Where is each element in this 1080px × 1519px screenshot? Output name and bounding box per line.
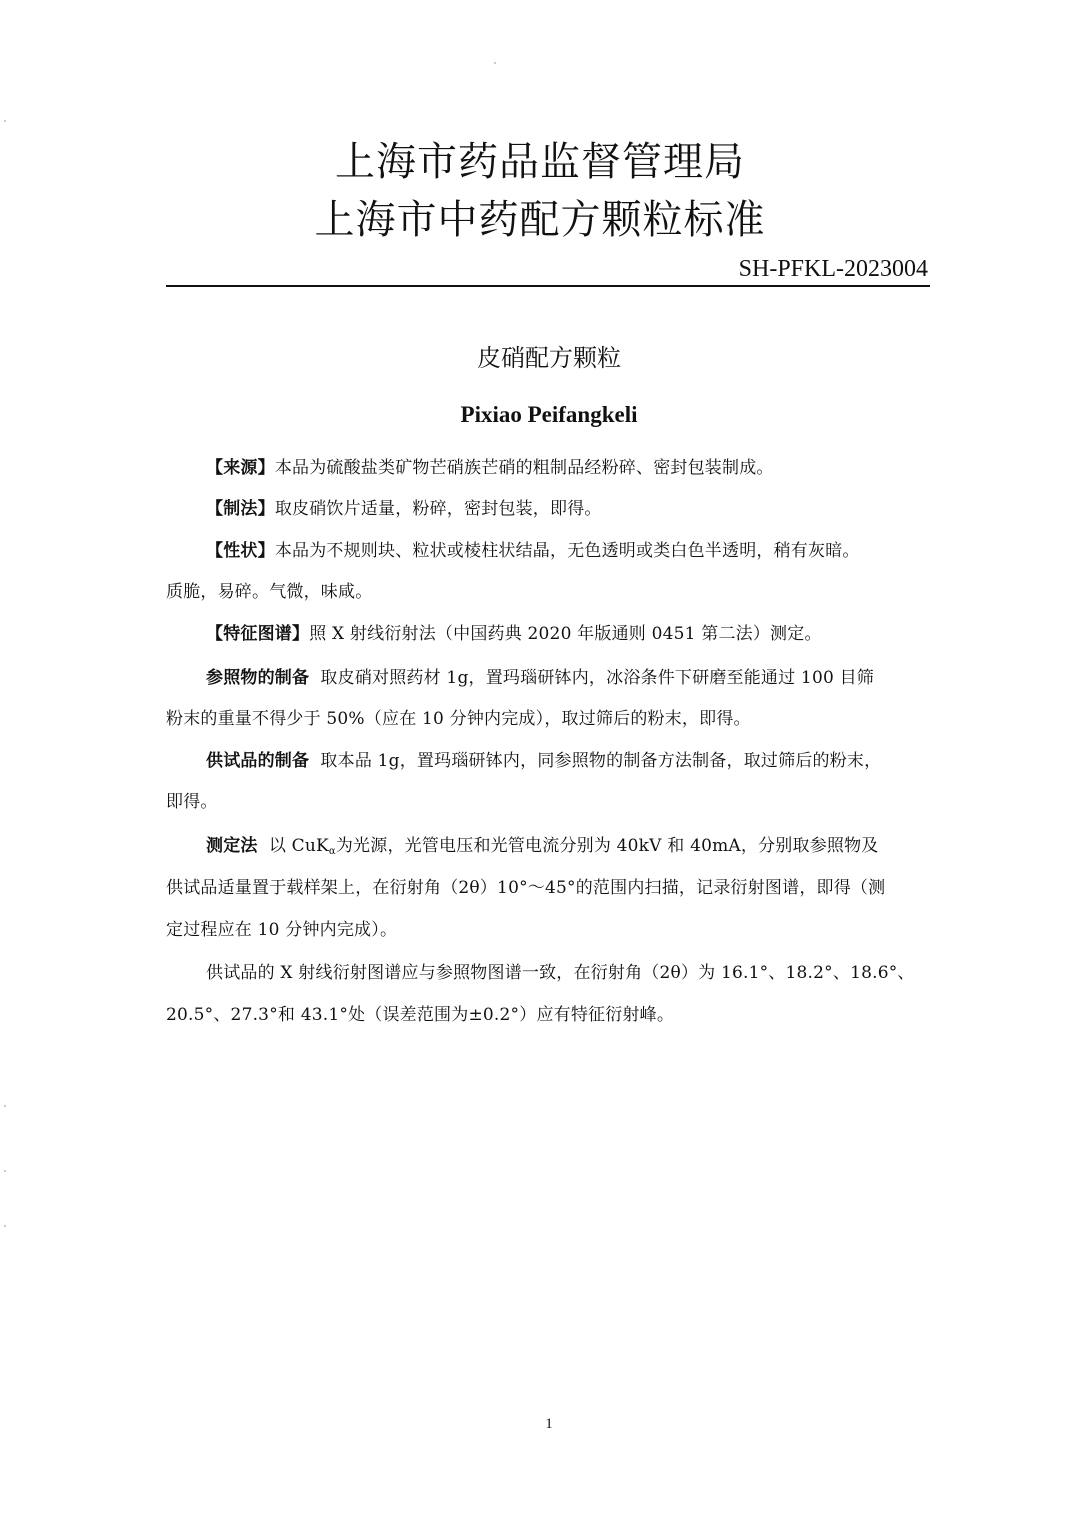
product-title-en: Pixiao Peifangkeli	[460, 402, 638, 427]
spectrum-label: 【特征图谱】	[206, 624, 310, 644]
standard-title: 上海市中药配方颗粒标准	[314, 197, 766, 243]
reference-prep-text-1: 取皮硝对照药材 1g，置玛瑙研钵内，冰浴条件下研磨至能通过 100 目筛	[320, 668, 874, 688]
sample-prep-line-1	[206, 749, 881, 773]
scan-speck	[494, 62, 496, 64]
measurement-text-1a: 以 CuK	[268, 836, 329, 856]
sample-prep-label: 供试品的制备	[206, 751, 310, 771]
reference-prep-label: 参照物的制备	[206, 668, 310, 688]
measurement-line-1	[206, 834, 879, 864]
source-label: 【来源】	[206, 458, 275, 478]
scan-speck	[4, 1105, 6, 1107]
method-paragraph	[206, 497, 602, 521]
conclusion-line-1: 供试品的 X 射线衍射图谱应与参照物图谱一致，在衍射角（2θ）为 16.1°、18.2°、18.6°、	[206, 963, 915, 983]
source-text: 本品为硫酸盐类矿物芒硝族芒硝的粗制品经粉碎、密封包装制成。	[274, 458, 774, 478]
sample-prep-text-1: 取本品 1g，置玛瑙研钵内，同参照物的制备方法制备，取过筛后的粉末，	[320, 751, 882, 771]
measurement-subscript: α	[328, 846, 336, 857]
scan-speck	[4, 1225, 6, 1227]
measurement-text-1b: 为光源，光管电压和光管电流分别为 40kV 和 40mA，分别取参照物及	[335, 836, 879, 856]
method-label: 【制法】	[206, 499, 275, 519]
reference-prep-line-2: 粉末的重量不得少于 50%（应在 10 分钟内完成），取过筛后的粉末，即得。	[166, 709, 751, 729]
spectrum-text: 照 X 射线衍射法（中国药典 2020 年版通则 0451 第二法）测定。	[309, 624, 822, 644]
header-divider	[166, 285, 930, 287]
source-paragraph	[206, 456, 774, 480]
page-number: 1	[545, 1416, 553, 1432]
spectrum-paragraph	[206, 622, 822, 646]
sample-prep-line-2: 即得。	[166, 792, 218, 812]
conclusion-line-2: 20.5°、27.3°和 43.1°处（误差范围为±0.2°）应有特征衍射峰。	[166, 1005, 675, 1025]
reference-prep-line-1	[206, 666, 874, 690]
properties-line-2: 质脆，易碎。气微，味咸。	[166, 582, 373, 602]
properties-label: 【性状】	[206, 541, 275, 561]
product-title-cn: 皮硝配方颗粒	[477, 344, 621, 372]
standard-code: SH-PFKL-2023004	[738, 256, 928, 282]
measurement-label: 测定法	[206, 836, 258, 856]
measurement-line-2: 供试品适量置于载样架上，在衍射角（2θ）10°～45°的范围内扫描，记录衍射图谱，即得（测	[166, 878, 886, 898]
scan-speck	[4, 120, 6, 122]
properties-line-1	[206, 539, 860, 563]
issuer-title: 上海市药品监督管理局	[335, 139, 745, 185]
measurement-line-3: 定过程应在 10 分钟内完成）。	[166, 920, 398, 940]
scan-speck	[4, 1170, 6, 1172]
properties-text-1: 本品为不规则块、粒状或棱柱状结晶，无色透明或类白色半透明，稍有灰暗。	[274, 541, 860, 561]
method-text: 取皮硝饮片适量，粉碎，密封包装，即得。	[274, 499, 602, 519]
